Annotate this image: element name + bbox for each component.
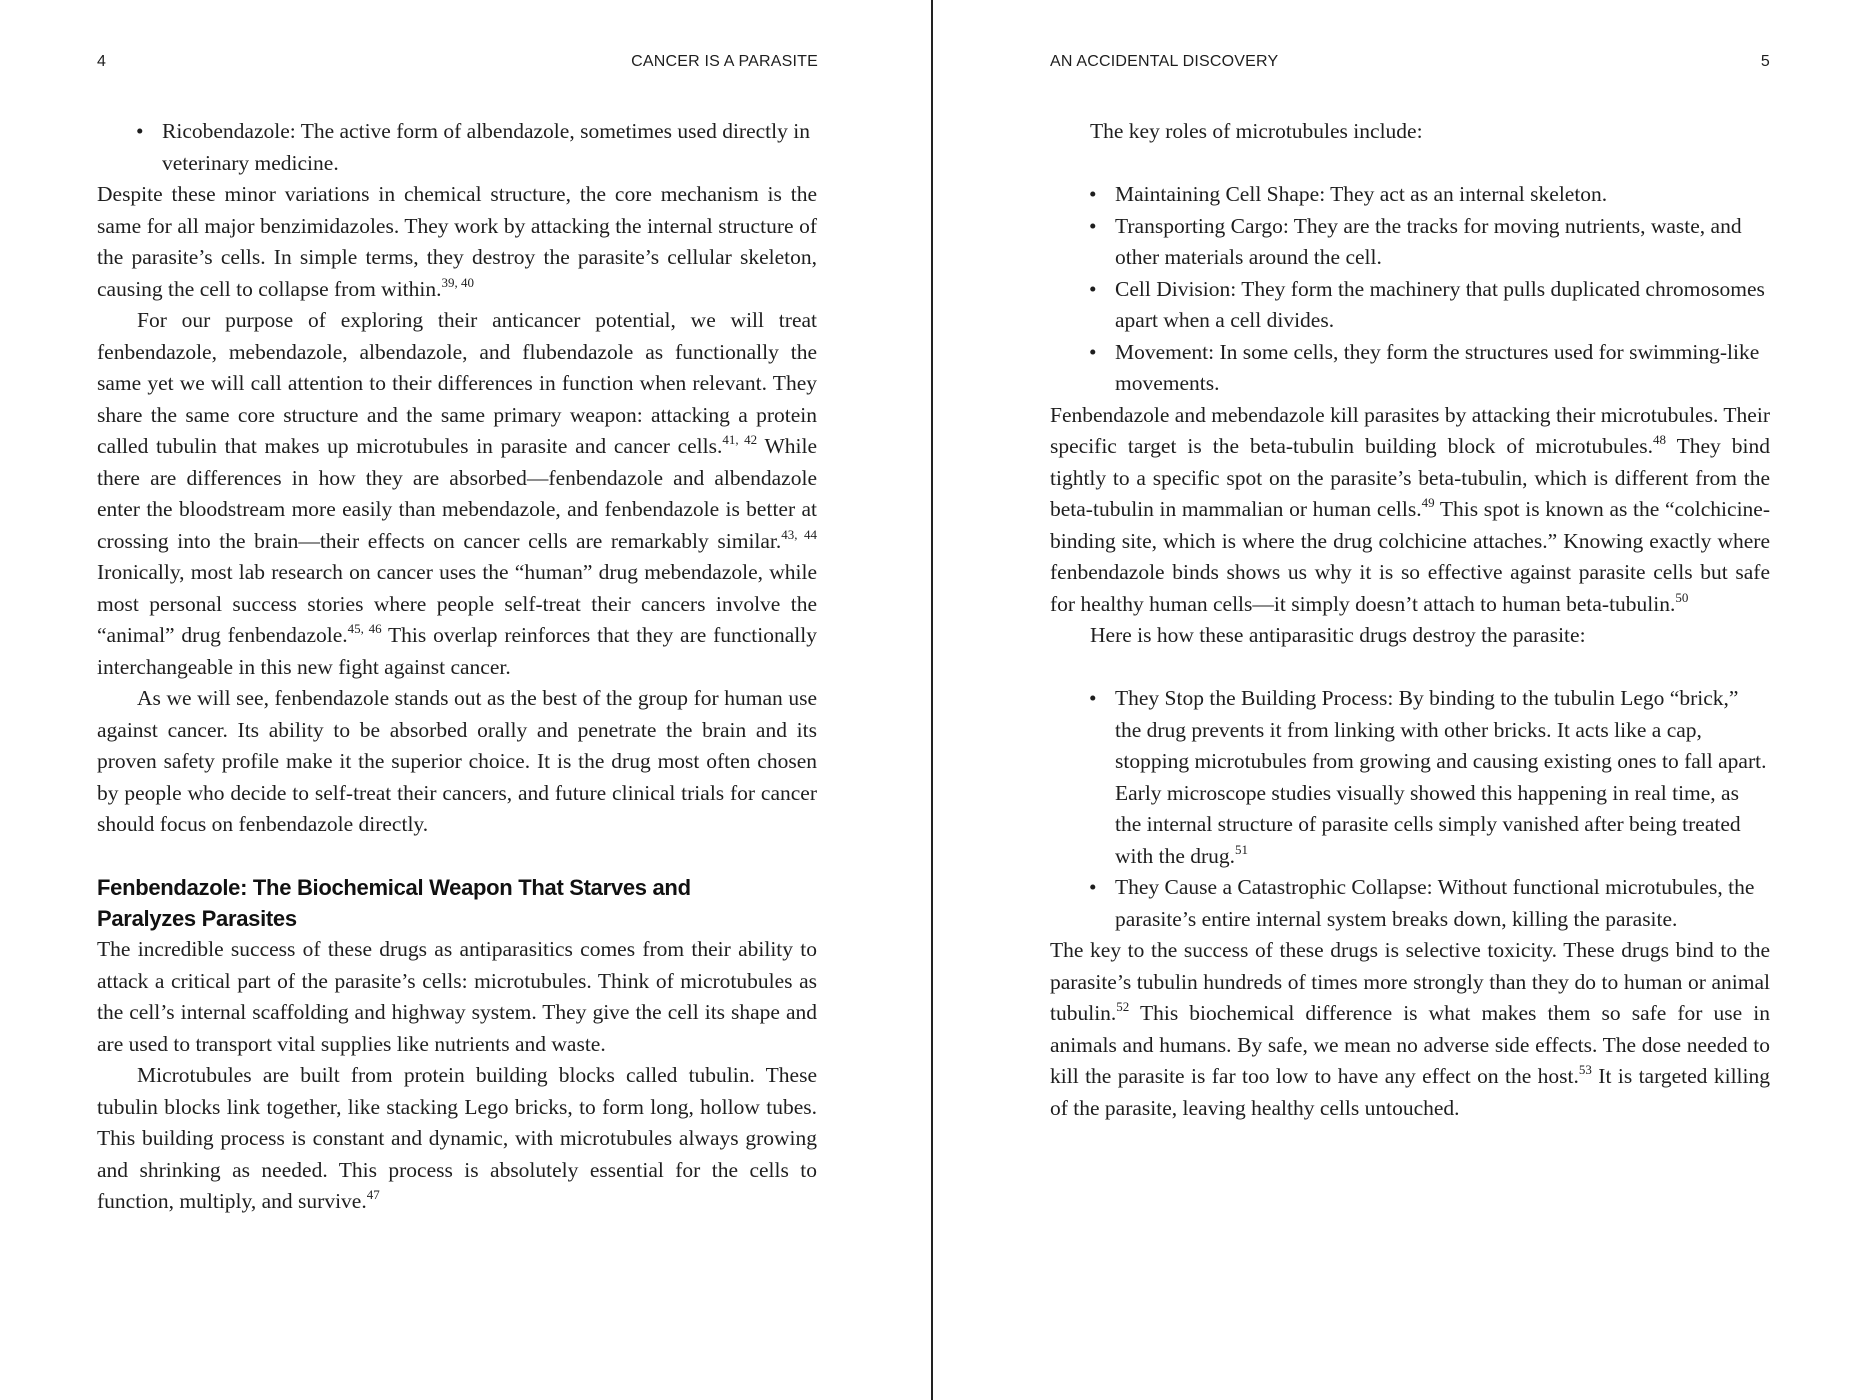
list-item-text: They Stop the Building Process: By binding to the tubulin Lego “brick,” the drug prevents it from linking with other bricks. It acts like a cap, stopping microtubules from growing and causing existing ones to fall apart. Early microscope studies visually showed this happening in real time, as the internal structure of parasite cells simply vanished after being treated with the drug. [1115,686,1767,868]
footnote-ref: 50 [1675,589,1689,605]
paragraph-text: The incredible success of these drugs as antiparasitics comes from their ability to attack a critical part of the parasite’s cells: microtubules. Think of microtubules as the cell’s internal scaffolding and highway system. They give the cell its shape and are used to transport vital supplies like nutrients and waste. [97,937,817,1056]
body-text [1050,116,1770,1124]
list-item [1089,211,1770,274]
paragraph-text: They bind tightly to a specific spot on the parasite’s beta-tubulin, which is different from the beta-tubulin in mammalian or human cells. [1050,434,1770,521]
footnote-ref: 49 [1421,495,1435,510]
paragraph-text: This overlap reinforces that they are functionally interchangeable in this new fight against cancer. [97,623,817,679]
paragraph: The key roles of microtubules include: [1090,119,1423,143]
paragraph [1050,400,1770,621]
running-head: CANCER IS A PARASITE [631,53,818,70]
paragraph-text: As we will see, fenbendazole stands out as the best of the group for human use against cancer. Its ability to be absorbed orally and penetrate the brain and its proven safety profile make it the superior choice. It is the drug most often chosen by people who decide to self-treat their cancers, and future clinical trials for cancer should focus on fenbendazole directly. [97,686,817,836]
bullet-icon: • [1089,339,1097,364]
heading-line: Fenbendazole: The Biochemical Weapon That Starves and [97,875,691,900]
paragraph-text: While there are differences in how they are absorbed—fenbendazole and albendazole enter the bloodstream more easily than mebendazole, and fenbendazole is better at crossing into the brain—their effects on cancer cells are remarkably similar. [97,434,818,553]
paragraph-text: It is targeted killing of the parasite, leaving healthy cells untouched. [1050,1064,1770,1120]
list-item-text: They Cause a Catastrophic Collapse: Without functional microtubules, the parasite’s entire internal system breaks down, killing the parasite. [1115,875,1755,931]
bullet-icon: • [136,119,144,143]
bullet-icon: • [1089,686,1097,710]
paragraph-text: This spot is known as the “colchicine-binding site, which is where the drug colchicine attaches.” Knowing exactly where fenbendazole binds shows us why it is so effective against parasite cells but safe for healthy human cells—it simply doesn’t attach to human beta-tubulin. [1050,497,1770,616]
footnote-ref: 52 [1116,999,1130,1014]
paragraph-text: Ironically, most lab research on cancer uses the “human” drug mebendazole, while most personal success stories where people self-treat their cancers involve the “animal” drug fenbendazole. [97,560,817,647]
section-heading [97,872,817,934]
list-item [1089,274,1770,337]
footnote-ref: 41, 42 [722,432,758,447]
bullet-list [1050,179,1770,400]
list-item-text: Movement: In some cells, they form the structures used for swimming-like movements. [1115,339,1760,395]
list-item-text: Transporting Cargo: They are the tracks for moving nutrients, waste, and other materials around the cell. [1115,213,1742,269]
paragraph-text: This biochemical difference is what makes them so safe for use in animals and humans. By safe, we mean no adverse side effects. The dose needed to kill the parasite is far too low to have any effect on the host. [1050,1001,1770,1088]
footnote-ref: 45, 46 [347,621,382,636]
list-item-text: Maintaining Cell Shape: They act as an internal skeleton. [1115,182,1608,206]
footnote-ref: 43, 44 [781,526,817,542]
list-item-text: Ricobendazole: The active form of albendazole, sometimes used directly in veterinary medicine. [162,119,810,175]
bullet-list [1050,683,1770,935]
list-item [1089,872,1770,935]
bullet-icon: • [1089,875,1097,899]
list-item [1089,179,1770,211]
bullet-icon: • [1089,182,1097,206]
right-page [933,0,1866,1400]
paragraph [97,179,817,305]
paragraph-text: Despite these minor variations in chemical structure, the core mechanism is the same for all major benzimidazoles. They work by attacking the internal structure of the parasite’s cells. In simple terms, they destroy the parasite’s cellular skeleton, causing the cell to collapse from within. [97,182,817,301]
page-number: 4 [97,53,107,70]
page-number: 5 [1760,53,1770,70]
body-text [97,116,817,1218]
list-item [1089,337,1770,400]
footnote-ref: 51 [1235,841,1249,857]
paragraph-text: For our purpose of exploring their anticancer potential, we will treat fenbendazole, mebendazole, albendazole, and flubendazole as functionally the same yet we will call attention to their differences in function when relevant. They share the same core structure and the same primary weapon: attacking a protein called tubulin that makes up microtubules in parasite and cancer cells. [97,308,817,458]
paragraph [97,683,817,841]
footnote-ref: 53 [1578,1062,1592,1077]
footnote-ref: 48 [1652,432,1666,447]
paragraph: Here is how these antiparasitic drugs destroy the parasite: [1090,623,1586,647]
list-item [136,116,817,179]
bullet-icon: • [1089,213,1097,238]
paragraph-text: Fenbendazole and mebendazole kill parasites by attacking their microtubules. Their specific target is the beta-tubulin building block of microtubules. [1050,402,1770,458]
bullet-list [97,116,817,179]
list-item [1089,683,1770,872]
paragraph [1050,935,1770,1124]
heading-line: Paralyzes Parasites [97,906,297,931]
footnote-ref: 47 [366,1187,380,1202]
footnote-ref: 39, 40 [441,274,475,290]
running-head: AN ACCIDENTAL DISCOVERY [1050,53,1279,70]
list-item-text: Cell Division: They form the machinery that pulls duplicated chromosomes apart when a cell divides. [1115,276,1765,332]
bullet-icon: • [1089,276,1097,301]
paragraph [97,305,817,683]
paragraph-text: Microtubules are built from protein building blocks called tubulin. These tubulin blocks link together, like stacking Lego bricks, to form long, hollow tubes. This building process is constant and dynamic, with microtubules always growing and shrinking as needed. This process is absolutely essential for the cells to function, multiply, and survive. [97,1063,817,1213]
paragraph-text: The key to the success of these drugs is selective toxicity. These drugs bind to the parasite’s tubulin hundreds of times more strongly than they do to human or animal tubulin. [1050,938,1770,1025]
paragraph [97,1060,817,1218]
paragraph [97,934,817,1060]
